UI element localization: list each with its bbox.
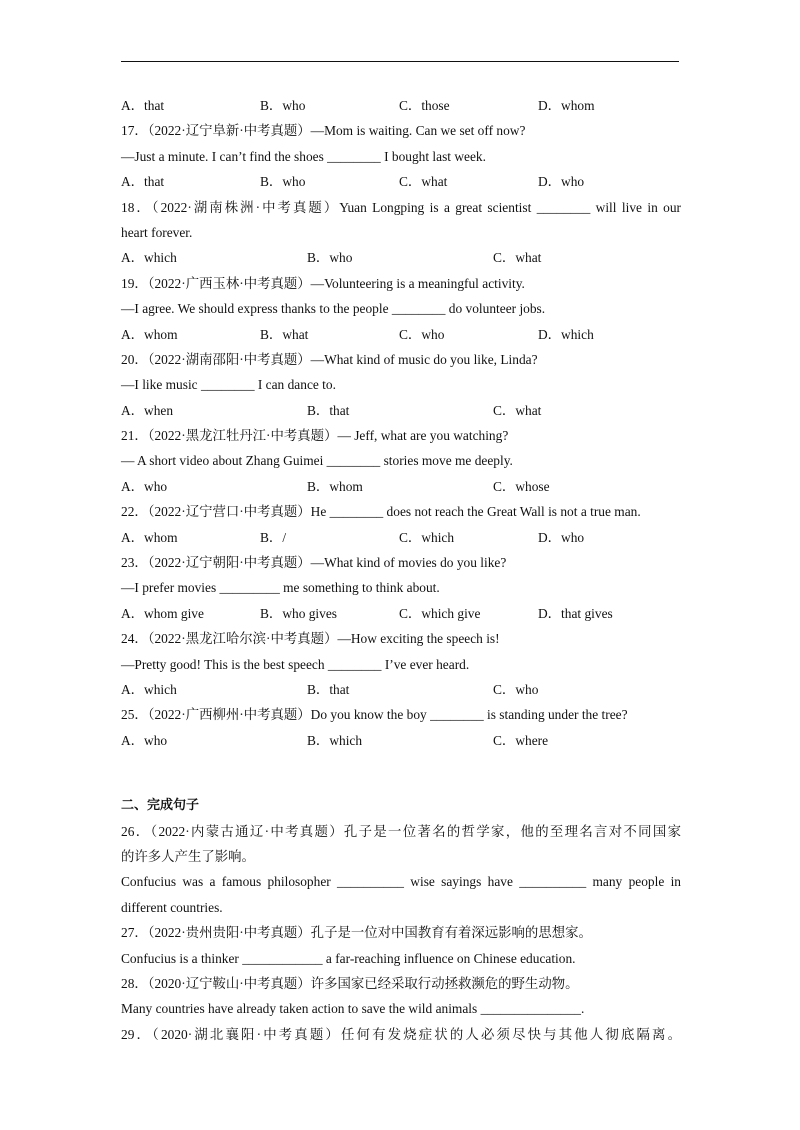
q20-option-a: A．when [121, 402, 174, 418]
q25-options [121, 728, 681, 755]
q24-option-b: B．that [307, 681, 350, 697]
q18-line2: heart forever. [121, 224, 193, 240]
q17-stem: 17．（2022·辽宁阜新·中考真题）—Mom is waiting. Can we set off now? [121, 123, 526, 139]
q19-option-a: A．whom [121, 326, 178, 342]
q18-stem: 18．（2022·湖南株洲·中考真题）Yuan Longping is a great scientist ________ will live in our [121, 199, 681, 215]
q18-option-a: A．which [121, 250, 177, 266]
q24-option-a: A．which [121, 681, 177, 697]
q25-option-b: B．which [307, 732, 363, 748]
q18-option-c: C．what [493, 250, 542, 266]
q25-option-c: C．where [493, 732, 549, 748]
q17-line2: —Just a minute. I can’t find the shoes ________ I bought last week. [121, 148, 486, 164]
q23-option-c: C．which give [399, 605, 481, 621]
q16-option-a: A．that [121, 98, 165, 113]
q29-stem: 29．（2020·湖北襄阳·中考真题）任何有发烧症状的人必须尽快与其他人彻底隔离。 [121, 1026, 681, 1042]
q23-stem: 23．（2022·辽宁朝阳·中考真题）—What kind of movies do you like? [121, 555, 507, 571]
q21-option-a: A．who [121, 478, 168, 494]
q19-options [121, 322, 681, 347]
q28-line2: Many countries have already taken action to save the wild animals _______________. [121, 1001, 585, 1017]
q22-option-a: A．whom [121, 529, 178, 545]
q26-stem: 26．（2022·内蒙古通辽·中考真题）孔子是一位著名的哲学家，他的至理名言对不同国家 [121, 823, 681, 839]
q26-line2: 的许多人产生了影响。 [121, 849, 255, 865]
q21-stem: 21．（2022·黑龙江牡丹江·中考真题）— Jeff, what are you watching? [121, 428, 509, 444]
q19-line2: —I agree. We should express thanks to the people ________ do volunteer jobs. [121, 301, 546, 317]
q22-stem: 22．（2022·辽宁营口·中考真题）He ________ does not reach the Great Wall is not a true man. [121, 504, 641, 520]
q26-line3: Confucius was a famous philosopher __________ wise sayings have __________ many people in [121, 874, 681, 890]
q27-line2: Confucius is a thinker ____________ a far-reaching influence on Chinese education. [121, 950, 576, 966]
q17-option-c: C．what [399, 174, 448, 190]
q23-option-a: A．whom give [121, 605, 204, 621]
q25-option-a: A．who [121, 732, 168, 748]
q16-options [121, 93, 681, 118]
q20-options [121, 398, 681, 423]
q23-options [121, 601, 681, 626]
q16-option-c: C．those [399, 98, 450, 113]
q18-option-b: B．who [307, 250, 353, 266]
section-spacer [121, 754, 681, 793]
q18-options [121, 245, 681, 270]
worksheet [121, 93, 681, 1047]
q19-option-c: C．who [399, 326, 445, 342]
q24-option-c: C．who [493, 681, 539, 697]
q22-option-d: D．who [538, 529, 585, 545]
q28-stem: 28．（2020·辽宁鞍山·中考真题）许多国家已经采取行动拯救濒危的野生动物。 [121, 976, 579, 991]
q27-stem: 27．（2022·贵州贵阳·中考真题）孔子是一位对中国教育有着深远影响的思想家。 [121, 925, 592, 941]
q23-option-b: B．who gives [260, 605, 337, 621]
q20-line2: —I like music ________ I can dance to. [121, 377, 336, 393]
q21-option-c: C．whose [493, 478, 550, 494]
q25-stem: 25．（2022·广西柳州·中考真题）Do you know the boy ________ is standing under the tree? [121, 707, 628, 723]
q22-option-b: B．/ [260, 529, 287, 545]
q20-stem: 20．（2022·湖南邵阳·中考真题）—What kind of music do you like, Linda? [121, 351, 538, 367]
q24-stem: 24．（2022·黑龙江哈尔滨·中考真题）—How exciting the speech is! [121, 631, 500, 647]
q17-option-d: D．who [538, 174, 585, 190]
q22-options [121, 525, 681, 550]
q21-option-b: B．whom [307, 478, 363, 494]
q16-option-d: D．whom [538, 98, 595, 113]
header-rule [121, 61, 679, 62]
q16-option-b: B．who [260, 98, 306, 113]
q21-options [121, 474, 681, 499]
q17-option-b: B．who [260, 174, 306, 190]
section-title: 二、完成句子 [121, 798, 200, 814]
q19-option-b: B．what [260, 326, 309, 342]
q23-option-d: D．that gives [538, 605, 613, 621]
q19-stem: 19．（2022·广西玉林·中考真题）—Volunteering is a meaningful activity. [121, 275, 525, 291]
q24-line2: —Pretty good! This is the best speech ________ I’ve ever heard. [121, 656, 470, 672]
q21-line2: — A short video about Zhang Guimei ________ stories move me deeply. [121, 453, 513, 469]
q17-option-a: A．that [121, 174, 165, 190]
q20-option-c: C．what [493, 402, 542, 418]
q26-line4: different countries. [121, 899, 223, 915]
q24-options [121, 677, 681, 702]
q17-options [121, 169, 681, 194]
q23-line2: —I prefer movies _________ me something to think about. [121, 580, 440, 596]
q19-option-d: D．which [538, 326, 594, 342]
q20-option-b: B．that [307, 402, 350, 418]
q22-option-c: C．which [399, 529, 455, 545]
